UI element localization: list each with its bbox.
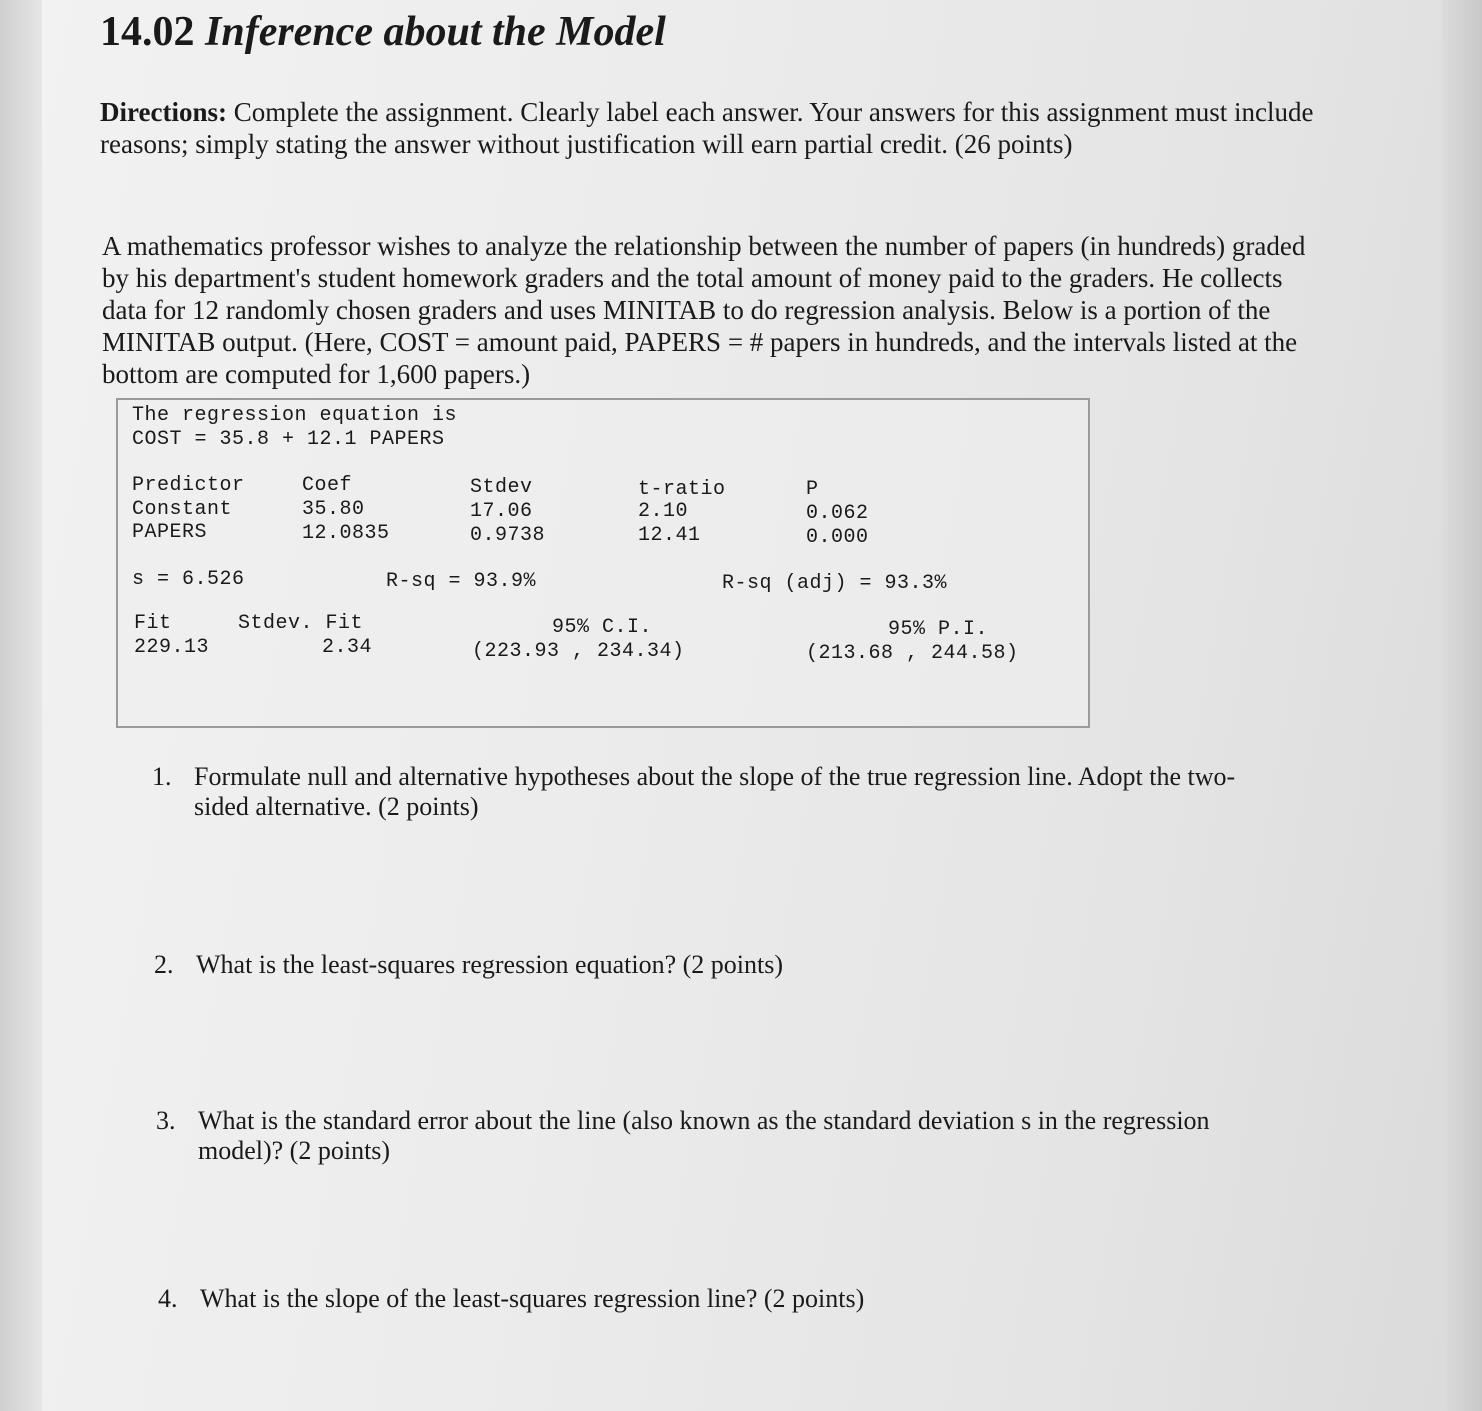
page-right-edge [1442, 0, 1482, 1411]
question-line: What is the least-squares regression equation? (2 points) [196, 950, 783, 979]
ci-value: (223.93 , 234.34) [472, 640, 685, 663]
minitab-output-box [116, 398, 1090, 728]
page-title [100, 8, 666, 56]
r-sq-value: R-sq = 93.9% [386, 570, 537, 593]
question-1 [152, 762, 1352, 826]
table-cell: 12.0835 [302, 522, 390, 545]
directions-label: Directions: [100, 97, 227, 127]
scenario-line: A mathematics professor wishes to analyze the relationship between the number of papers (in hundreds) graded [102, 231, 1306, 261]
question-4 [158, 1284, 1158, 1316]
pi-value: (213.68 , 244.58) [806, 642, 1019, 665]
title-number: 14.02 [100, 9, 195, 55]
scenario-line: by his department's student homework graders and the total amount of money paid to the graders. He collects [102, 263, 1283, 293]
table-cell: Constant [132, 498, 233, 521]
table-cell: 0.062 [806, 502, 869, 525]
scenario-line: bottom are computed for 1,600 papers.) [102, 359, 531, 389]
question-text [196, 950, 783, 980]
col-header-p: P [806, 478, 819, 501]
question-number: 4. [158, 1284, 178, 1313]
question-number: 1. [152, 762, 172, 791]
table-cell: 17.06 [470, 500, 533, 523]
question-2 [154, 950, 1154, 982]
stdev-fit-value: 2.34 [322, 636, 373, 659]
pi-label: 95% P.I. [888, 618, 989, 641]
question-line: model)? (2 points) [198, 1136, 391, 1165]
fit-label: Fit [134, 612, 172, 635]
table-cell: 0.9738 [470, 524, 546, 547]
col-header-coef: Coef [302, 474, 353, 497]
col-header-predictor: Predictor [132, 474, 245, 497]
scenario-paragraph [102, 230, 1382, 390]
regression-header: The regression equation is [132, 404, 458, 427]
title-text: Inference about the Model [205, 9, 666, 55]
page-left-edge [0, 0, 42, 1411]
table-cell: 2.10 [638, 500, 689, 523]
question-line: Formulate null and alternative hypotheses about the slope of the true regression line. Adopt the two- [194, 762, 1236, 791]
question-text [200, 1284, 864, 1314]
col-header-t-ratio: t-ratio [638, 478, 726, 501]
ci-label: 95% C.I. [552, 616, 653, 639]
question-number: 3. [156, 1106, 176, 1135]
directions-paragraph [100, 96, 1320, 160]
table-cell: PAPERS [132, 521, 208, 544]
question-line: sided alternative. (2 points) [194, 792, 479, 821]
question-text [198, 1106, 1210, 1166]
question-line: What is the standard error about the line (also known as the standard deviation s in the regression [198, 1106, 1210, 1135]
scenario-line: data for 12 randomly chosen graders and uses MINITAB to do regression analysis. Below is a portion of the [102, 295, 1271, 325]
col-header-stdev: Stdev [470, 476, 533, 499]
r-sq-adj-value: R-sq (adj) = 93.3% [722, 572, 948, 595]
table-cell: 35.80 [302, 498, 365, 521]
question-number: 2. [154, 950, 174, 979]
question-line: What is the slope of the least-squares regression line? (2 points) [200, 1284, 865, 1313]
stdev-fit-label: Stdev. Fit [238, 612, 364, 635]
question-3 [156, 1106, 1356, 1170]
scenario-line: MINITAB output. (Here, COST = amount paid, PAPERS = # papers in hundreds, and the intervals listed at the [102, 327, 1298, 357]
fit-value: 229.13 [134, 636, 210, 659]
regression-equation: COST = 35.8 + 12.1 PAPERS [132, 428, 445, 451]
s-value: s = 6.526 [132, 568, 245, 591]
table-cell: 12.41 [638, 524, 701, 547]
question-text [194, 762, 1235, 822]
directions-text: Complete the assignment. Clearly label each answer. Your answers for this assignment must include reasons; simply stating the answer without justification will earn partial credit. (26 points) [100, 97, 1314, 159]
table-cell: 0.000 [806, 526, 869, 549]
